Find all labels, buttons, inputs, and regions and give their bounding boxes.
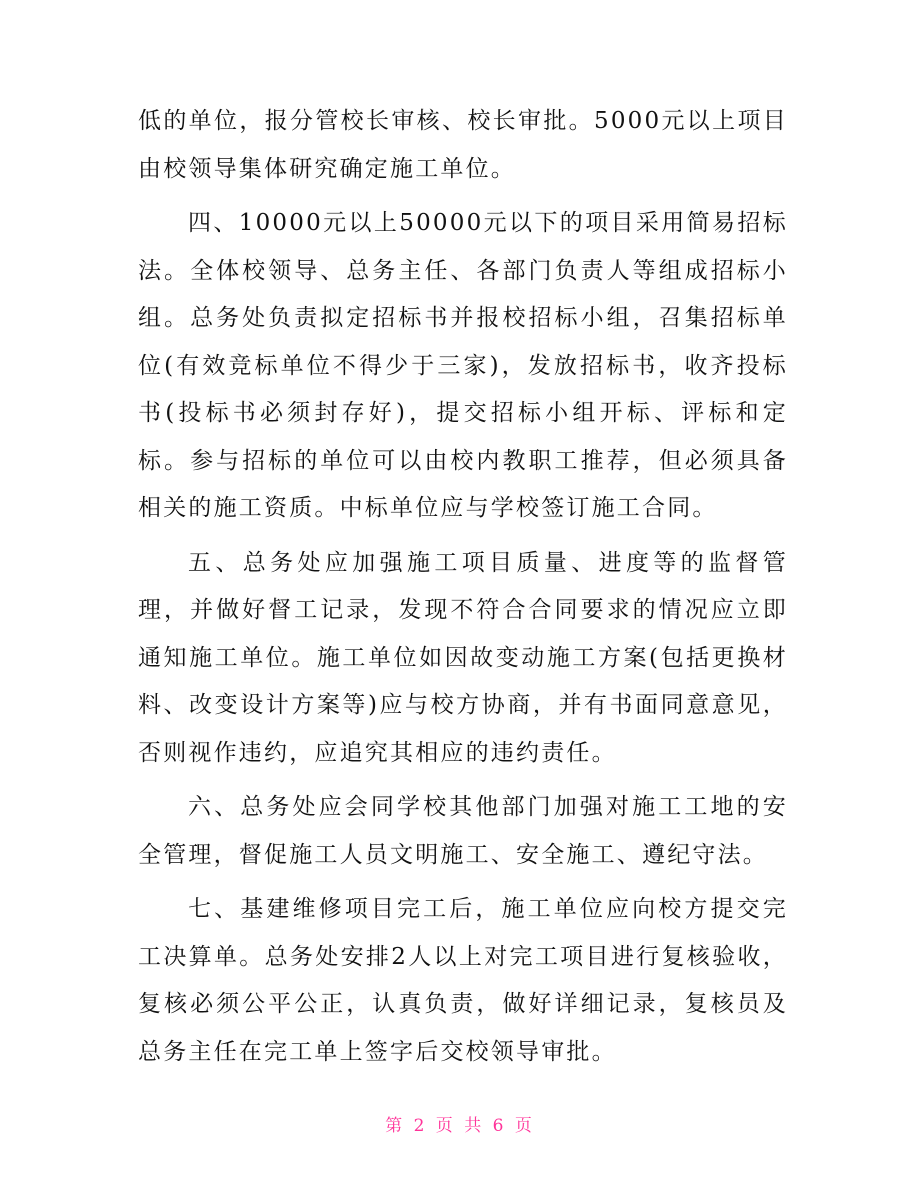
paragraph-continuation: 低的单位，报分管校长审核、校长审批。5000元以上项目由校领导集体研究确定施工单位。 xyxy=(138,108,788,182)
paragraph-section-7: 七、基建维修项目完工后，施工单位应向校方提交完工决算单。总务处安排2人以上对完工项目进行复核验收，复核必须公平公正，认真负责，做好详细记录，复核员及总务主任在完工单上签字后交校领导审批。 xyxy=(138,896,788,1065)
document-body xyxy=(138,98,788,1083)
paragraph-section-4: 四、10000元以上50000元以下的项目采用简易招标法。全体校领导、总务主任、各部门负责人等组成招标小组。总务处负责拟定招标书并报校招标小组，召集招标单位(有效竞标单位不得少于三家)，发放招标书，收齐投标书(投标书必须封存好)，提交招标小组开标、评标和定标。参与招标的单位可以由校内教职工推荐，但必须具备相关的施工资质。中标单位应与学校签订施工合同。 xyxy=(138,210,788,521)
paragraph-section-6: 六、总务处应会同学校其他部门加强对施工工地的安全管理，督促施工人员文明施工、安全施工、遵纪守法。 xyxy=(138,794,788,868)
page-number-footer: 第 2 页 共 6 页 xyxy=(385,1116,535,1136)
paragraph-section-5: 五、总务处应加强施工项目质量、进度等的监督管理，并做好督工记录，发现不符合合同要求的情况应立即通知施工单位。施工单位如因故变动施工方案(包括更换材料、改变设计方案等)应与校方协商，并有书面同意意见，否则视作违约，应追究其相应的违约责任。 xyxy=(138,549,788,766)
